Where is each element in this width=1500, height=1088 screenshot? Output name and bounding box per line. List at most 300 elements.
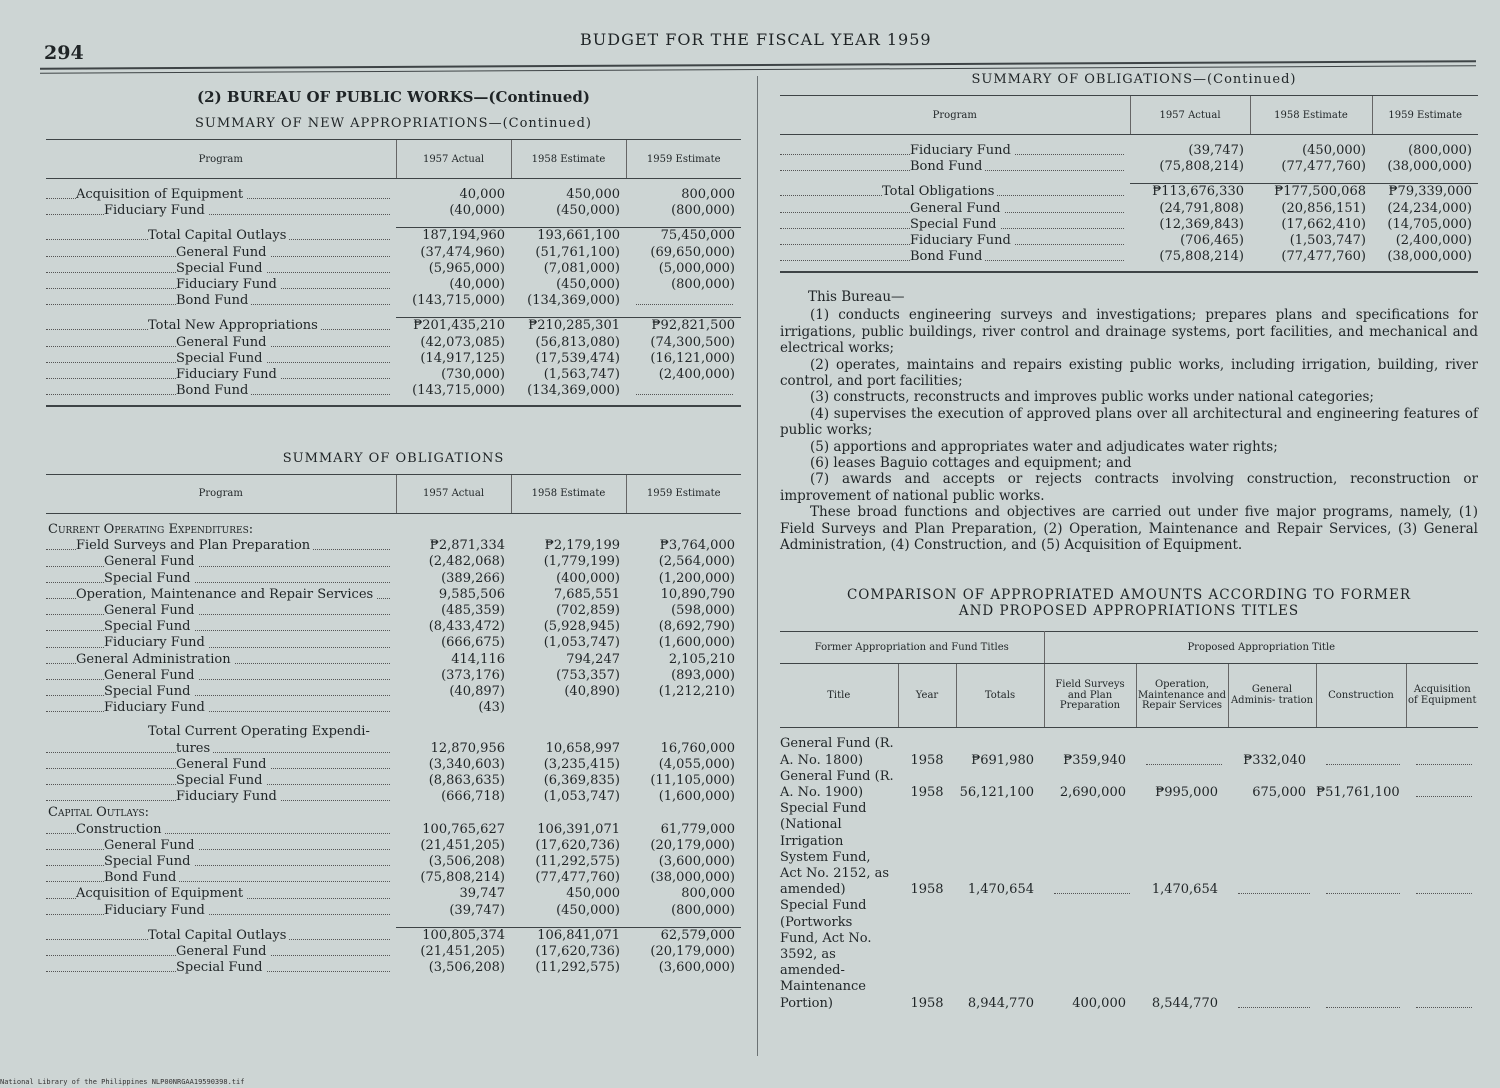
row-label — [46, 903, 396, 919]
obligations-title: SUMMARY OF OBLIGATIONS — [282, 450, 505, 466]
comparison-table — [780, 631, 1478, 1011]
comparison-row — [780, 769, 1478, 801]
value-1958: ₱2,179,199 — [544, 538, 620, 554]
table-row — [46, 318, 741, 335]
row-label-text: General Fund — [176, 245, 270, 260]
empty-dots — [1406, 898, 1478, 1011]
row-label — [46, 367, 396, 383]
value-1959: (893,000) — [671, 667, 735, 683]
row-label — [780, 201, 1130, 217]
comparison-title-cell: General Fund (R. A. No. 1800) — [780, 736, 894, 768]
value-1957: (37,474,960) — [420, 244, 505, 260]
value-1957: 12,870,956 — [430, 740, 505, 756]
comparison-title-cell: General Fund (R. A. No. 1900) — [780, 768, 894, 801]
row-label-text: Total Current Operating Expendi- — [148, 724, 373, 739]
row-label — [46, 293, 396, 309]
table-row — [780, 201, 1478, 217]
value-1959: (8,692,790) — [658, 619, 735, 635]
value-1957: (706,465) — [1180, 233, 1244, 249]
table-row — [46, 635, 741, 651]
table-row — [780, 233, 1478, 249]
row-label — [46, 383, 396, 399]
table-row — [46, 700, 741, 716]
value-1959: (11,105,000) — [650, 772, 735, 788]
comparison-c1: ₱359,940 — [1063, 752, 1126, 768]
empty-dots — [636, 394, 733, 395]
row-label-text: General Fund — [104, 603, 198, 618]
row-label — [780, 249, 1130, 265]
empty-dots — [1228, 898, 1316, 1011]
header-program: Program — [780, 96, 1130, 135]
row-label — [46, 716, 396, 724]
table-row — [46, 805, 741, 821]
row-label-text: Acquisition of Equipment — [76, 187, 246, 202]
value-1958: (77,477,760) — [535, 870, 620, 886]
value-1957 — [396, 724, 511, 740]
row-label — [46, 757, 396, 773]
row-label — [46, 724, 396, 740]
value-1957: (14,917,125) — [420, 350, 505, 366]
value-1957: (39,747) — [1188, 143, 1244, 158]
table-row — [46, 944, 741, 960]
row-label — [46, 351, 396, 367]
table-row — [780, 143, 1478, 159]
value-1959 — [626, 309, 741, 318]
comparison-row — [780, 898, 1478, 1011]
dot-leader — [46, 679, 390, 680]
function-item: (3) constructs, reconstructs and improves public works under national categories; — [810, 389, 1374, 406]
value-1957: (3,506,208) — [428, 960, 505, 976]
row-label-text: Acquisition of Equipment — [76, 886, 246, 901]
function-item: (7) awards and accepts or rejects contracts involving construction, reconstruction or improvement of national public works. — [780, 471, 1478, 504]
table-row — [46, 228, 741, 245]
value-1957: 9,585,506 — [438, 586, 505, 602]
header-construction: Construction — [1316, 664, 1406, 728]
comparison-total: 56,121,100 — [959, 785, 1034, 801]
row-label — [46, 870, 396, 886]
table-row — [46, 652, 741, 668]
table-row — [46, 822, 741, 838]
description-closing: These broad functions and objectives are carried out under five major programs, namely, (1) Field Surveys and Plan Preparation, (2) Operation, Maintenance and Repair Services, (3) General Administration, (4) Construction, and (5) Acquisition of Equipment. — [780, 504, 1478, 554]
empty-dots — [1316, 736, 1406, 768]
row-label-text: Special Fund — [176, 351, 266, 366]
row-label — [46, 309, 396, 318]
row-label — [780, 184, 1130, 201]
row-label — [46, 886, 396, 902]
value-1957: (12,369,843) — [1159, 216, 1244, 232]
value-1957 — [396, 309, 511, 318]
row-label-text: Bond Fund — [104, 870, 179, 885]
empty-dots — [1044, 801, 1136, 898]
row-label-text: Special Fund — [176, 773, 266, 788]
comparison-year: 1958 — [910, 882, 944, 898]
bureau-functions — [780, 307, 1478, 553]
row-label — [46, 805, 396, 821]
dot-leader — [46, 582, 390, 583]
table-row — [46, 886, 741, 902]
header-operation: Operation, Maintenance and Repair Services — [1136, 664, 1228, 728]
row-label-text: General Fund — [104, 668, 198, 683]
row-label — [46, 652, 396, 668]
header-totals: Totals — [956, 664, 1044, 728]
value-1959: (1,600,000) — [658, 635, 735, 651]
row-label — [46, 854, 396, 870]
value-1959: (800,000) — [671, 203, 735, 219]
comparison-year: 1958 — [910, 752, 944, 768]
value-1959 — [626, 716, 741, 724]
value-1957: 100,765,627 — [422, 821, 505, 837]
row-label — [46, 603, 396, 619]
value-1958: (1,563,747) — [543, 367, 620, 383]
comparison-c3: ₱332,040 — [1243, 752, 1306, 768]
empty-dots — [1406, 801, 1478, 898]
value-1959: (38,000,000) — [1387, 249, 1472, 265]
value-1959: (20,179,000) — [650, 837, 735, 853]
value-1959: 800,000 — [681, 886, 735, 902]
row-label — [46, 700, 396, 716]
comparison-title-cell: Special Fund (National Irrigation System Fund, Act No. 2152, as amended) — [780, 801, 890, 898]
value-1959: ₱92,821,500 — [626, 318, 741, 335]
value-1957: (21,451,205) — [420, 944, 505, 960]
value-1958: (400,000) — [556, 570, 620, 586]
dot-leader — [46, 752, 390, 753]
value-1959: (2,564,000) — [658, 554, 735, 570]
row-label-text: Fiduciary Fund — [176, 277, 280, 292]
row-label-text: Capital Outlays: — [48, 805, 152, 820]
table-row — [46, 522, 741, 538]
row-label — [46, 838, 396, 854]
value-1957: (24,791,808) — [1159, 200, 1244, 216]
dot-leader — [46, 711, 390, 712]
table-row — [46, 309, 741, 318]
row-label-text: Fiduciary Fund — [176, 789, 280, 804]
comparison-year: 1958 — [910, 785, 944, 801]
bureau-description — [780, 289, 1478, 305]
value-1958: (3,235,415) — [543, 756, 620, 772]
row-label — [46, 203, 396, 219]
value-1957 — [396, 219, 511, 228]
row-label-text: Special Fund — [104, 571, 194, 586]
page-number: 294 — [44, 42, 84, 64]
dot-leader — [46, 614, 390, 615]
table-row — [46, 203, 741, 219]
row-label — [780, 233, 1130, 249]
value-1958: 106,841,071 — [511, 927, 626, 944]
value-1957: (485,359) — [441, 602, 505, 618]
row-label-text: Bond Fund — [176, 383, 251, 398]
value-1958: (5,928,945) — [543, 619, 620, 635]
table-row — [46, 335, 741, 351]
table-row — [46, 838, 741, 854]
row-label — [46, 927, 396, 944]
empty-dots — [1406, 769, 1478, 801]
row-label-text: Fiduciary Fund — [176, 367, 280, 382]
obligations-continued-title: SUMMARY OF OBLIGATIONS—(Continued) — [971, 72, 1297, 87]
value-1957: (143,715,000) — [412, 383, 505, 399]
header-general-admin: General Adminis- tration — [1228, 664, 1316, 728]
value-1959: 16,760,000 — [660, 740, 735, 756]
function-item: (6) leases Baguio cottages and equipment; and — [810, 454, 1132, 471]
table-row — [46, 773, 741, 789]
value-1958: 10,658,997 — [545, 740, 620, 756]
value-1959: (4,055,000) — [658, 756, 735, 772]
header-field-surveys: Field Surveys and Plan Preparation — [1044, 664, 1136, 728]
new-appropriations-table — [46, 139, 741, 399]
value-1959: (3,600,000) — [658, 960, 735, 976]
value-1957: (75,808,214) — [1159, 159, 1244, 175]
value-1958 — [511, 700, 626, 716]
row-label-text: General Fund — [910, 201, 1004, 216]
value-1957: (666,675) — [441, 635, 505, 651]
value-1959 — [626, 724, 741, 740]
table-row — [46, 724, 741, 740]
value-1959: (598,000) — [671, 602, 735, 618]
value-1959: 2,105,210 — [668, 651, 735, 667]
value-1958: (17,620,736) — [535, 944, 620, 960]
value-1958: (11,292,575) — [535, 854, 620, 869]
value-1957: ₱201,435,210 — [396, 318, 511, 335]
value-1957: (5,965,000) — [428, 260, 505, 276]
row-label-text: Operation, Maintenance and Repair Services — [76, 587, 376, 602]
value-1957: (39,747) — [449, 902, 505, 918]
value-1959 — [626, 805, 741, 821]
table-row — [46, 960, 741, 976]
value-1959: (20,179,000) — [650, 944, 735, 960]
header-program: Program — [46, 474, 396, 513]
empty-dots — [1316, 898, 1406, 1011]
row-label — [46, 635, 396, 651]
dot-leader — [46, 865, 390, 866]
comparison-c1: 2,690,000 — [1059, 785, 1126, 801]
value-1958: (1,053,747) — [543, 635, 620, 651]
value-1958 — [1250, 175, 1372, 184]
description-intro: This Bureau— — [808, 288, 905, 305]
dot-leader — [46, 881, 390, 882]
value-1959 — [626, 219, 741, 228]
value-1959: (16,121,000) — [650, 350, 735, 366]
comparison-c2: ₱995,000 — [1155, 785, 1218, 801]
value-1957 — [396, 919, 511, 928]
value-1959: (38,000,000) — [650, 870, 735, 886]
value-1958: 7,685,551 — [553, 586, 620, 602]
table-spacer — [780, 135, 1478, 144]
row-label — [46, 277, 396, 293]
value-1957: (3,506,208) — [428, 854, 505, 869]
value-1959: (14,705,000) — [1387, 216, 1472, 232]
table-row — [46, 383, 741, 399]
new-appropriations-title: SUMMARY OF NEW APPROPRIATIONS—(Continued) — [195, 116, 592, 131]
header-title: Title — [780, 664, 898, 728]
row-label-text: General Administration — [76, 652, 234, 667]
value-1958 — [511, 724, 626, 740]
value-1959: (800,000) — [671, 902, 735, 918]
table-row — [46, 668, 741, 684]
table-row — [780, 217, 1478, 233]
dot-leader — [46, 566, 390, 567]
obligations-continued-table — [780, 95, 1478, 265]
value-1959: (2,400,000) — [658, 367, 735, 383]
value-1958: (56,813,080) — [535, 334, 620, 350]
empty-dots — [1406, 736, 1478, 768]
value-1959: (1,600,000) — [658, 789, 735, 805]
header-1959: 1959 Estimate — [626, 474, 741, 513]
row-label-text: Current Operating Expenditures: — [48, 522, 256, 537]
table-row — [780, 159, 1478, 175]
table-row — [46, 854, 741, 870]
table-row — [46, 245, 741, 261]
value-1958: 450,000 — [566, 187, 620, 202]
left-column — [46, 88, 741, 976]
row-label — [46, 789, 396, 805]
value-1958: (7,081,000) — [543, 260, 620, 276]
row-label-text: Bond Fund — [910, 249, 985, 264]
row-label — [46, 773, 396, 789]
table-row — [46, 219, 741, 228]
value-1957: (21,451,205) — [420, 837, 505, 853]
footer-source: National Library of the Philippines NLP00NRGAA19590398.tif — [0, 1078, 245, 1086]
value-1958: (450,000) — [556, 902, 620, 918]
value-1959: (38,000,000) — [1387, 159, 1472, 175]
group-former-header: Former Appropriation and Fund Titles — [780, 632, 1044, 664]
value-1958: (77,477,760) — [1281, 249, 1366, 265]
value-1957: 100,805,374 — [396, 927, 511, 944]
header-1959: 1959 Estimate — [626, 140, 741, 179]
row-label — [46, 587, 396, 603]
row-label-text: Fiduciary Fund — [104, 203, 208, 218]
value-1958: (450,000) — [556, 277, 620, 293]
row-label — [46, 538, 396, 554]
value-1957: (43) — [478, 700, 505, 716]
row-label — [46, 619, 396, 635]
column-divider — [757, 76, 758, 1056]
row-label — [46, 741, 396, 757]
row-label — [46, 318, 396, 335]
header-1958: 1958 Estimate — [1250, 96, 1372, 135]
function-item: (1) conducts engineering surveys and investigations; prepares plans and specifications for irrigations, public buildings, river control and drainage systems, port facilities, and mechanical and electrical works; — [780, 307, 1478, 357]
row-label-text: Special Fund — [104, 684, 194, 699]
row-label-text: Fiduciary Fund — [104, 700, 208, 715]
table-row — [46, 619, 741, 635]
empty-dots — [636, 304, 733, 305]
table-row — [46, 554, 741, 570]
value-1958: (17,620,736) — [535, 837, 620, 853]
row-label-text: Fiduciary Fund — [104, 903, 208, 918]
group-proposed-header: Proposed Appropriation Title — [1044, 632, 1478, 664]
value-1957: (2,482,068) — [428, 554, 505, 570]
value-1959 — [626, 522, 741, 538]
running-head: BUDGET FOR THE FISCAL YEAR 1959 — [580, 30, 932, 49]
comparison-row — [780, 736, 1478, 768]
value-1958 — [511, 919, 626, 928]
table-row — [46, 277, 741, 293]
row-label-text: Fiduciary Fund — [910, 143, 1014, 158]
table-row — [46, 367, 741, 383]
comparison-title — [780, 587, 1478, 619]
header-1958: 1958 Estimate — [511, 140, 626, 179]
value-1957: 414,116 — [451, 651, 505, 667]
value-1958: 794,247 — [566, 651, 620, 667]
table-spacer — [46, 513, 741, 522]
value-1957: (666,718) — [441, 789, 505, 805]
row-label — [46, 261, 396, 277]
value-1958: (134,369,000) — [527, 383, 620, 399]
value-1957 — [396, 522, 511, 538]
value-1957 — [1130, 175, 1250, 184]
dot-leader — [46, 214, 390, 215]
row-label-text: General Fund — [176, 757, 270, 772]
table-row — [780, 175, 1478, 184]
row-label-text: Fiduciary Fund — [104, 635, 208, 650]
row-label — [780, 143, 1130, 159]
table-row — [46, 716, 741, 724]
row-label-text: tures — [176, 741, 213, 756]
table-row — [46, 261, 741, 277]
value-1958: (1,503,747) — [1289, 233, 1366, 249]
value-1957: (8,433,472) — [428, 619, 505, 635]
table-row — [46, 919, 741, 928]
value-1958: (11,292,575) — [535, 960, 620, 976]
value-1959: (3,600,000) — [658, 854, 735, 869]
row-label-text: Construction — [76, 822, 165, 837]
value-1959: (5,000,000) — [658, 260, 735, 276]
row-label — [780, 159, 1130, 175]
row-label — [46, 187, 396, 203]
value-1959: ₱79,339,000 — [1372, 184, 1478, 201]
value-1958: (51,761,100) — [535, 244, 620, 260]
dot-leader — [46, 647, 390, 648]
row-label — [780, 175, 1130, 184]
row-label-text: General Fund — [176, 335, 270, 350]
table-row — [46, 603, 741, 619]
comparison-title-line1: COMPARISON OF APPROPRIATED AMOUNTS ACCORDING TO FORMER — [846, 587, 1412, 604]
table-row — [780, 184, 1478, 201]
row-label — [46, 335, 396, 351]
function-item: (5) apportions and appropriates water and adjudicates water rights; — [810, 438, 1278, 455]
value-1959: (74,300,500) — [650, 334, 735, 350]
value-1957: (75,808,214) — [420, 870, 505, 886]
header-1957: 1957 Actual — [1130, 96, 1250, 135]
row-label — [46, 919, 396, 928]
row-label — [780, 217, 1130, 233]
row-label-text: Field Surveys and Plan Preparation — [76, 538, 313, 553]
row-label-text: Special Fund — [910, 217, 1000, 232]
value-1957: 187,194,960 — [396, 228, 511, 245]
comparison-c4: ₱51,761,100 — [1316, 785, 1400, 801]
value-1957: (389,266) — [441, 570, 505, 586]
table-spacer — [780, 728, 1478, 737]
value-1958: (77,477,760) — [1281, 159, 1366, 175]
header-1958: 1958 Estimate — [511, 474, 626, 513]
value-1958: (450,000) — [1302, 143, 1366, 158]
value-1958 — [511, 309, 626, 318]
row-label — [46, 944, 396, 960]
header-year: Year — [898, 664, 956, 728]
value-1959 — [1372, 175, 1478, 184]
comparison-row — [780, 801, 1478, 898]
table-row — [46, 684, 741, 700]
row-label — [46, 668, 396, 684]
value-1959 — [626, 919, 741, 928]
value-1959: 62,579,000 — [626, 927, 741, 944]
value-1958 — [511, 219, 626, 228]
table-bottom-rule — [780, 271, 1478, 273]
row-label-text: Total Obligations — [882, 184, 997, 199]
value-1959 — [626, 293, 741, 309]
dot-leader — [46, 849, 390, 850]
row-label — [46, 960, 396, 976]
value-1957 — [396, 805, 511, 821]
row-label — [46, 571, 396, 587]
